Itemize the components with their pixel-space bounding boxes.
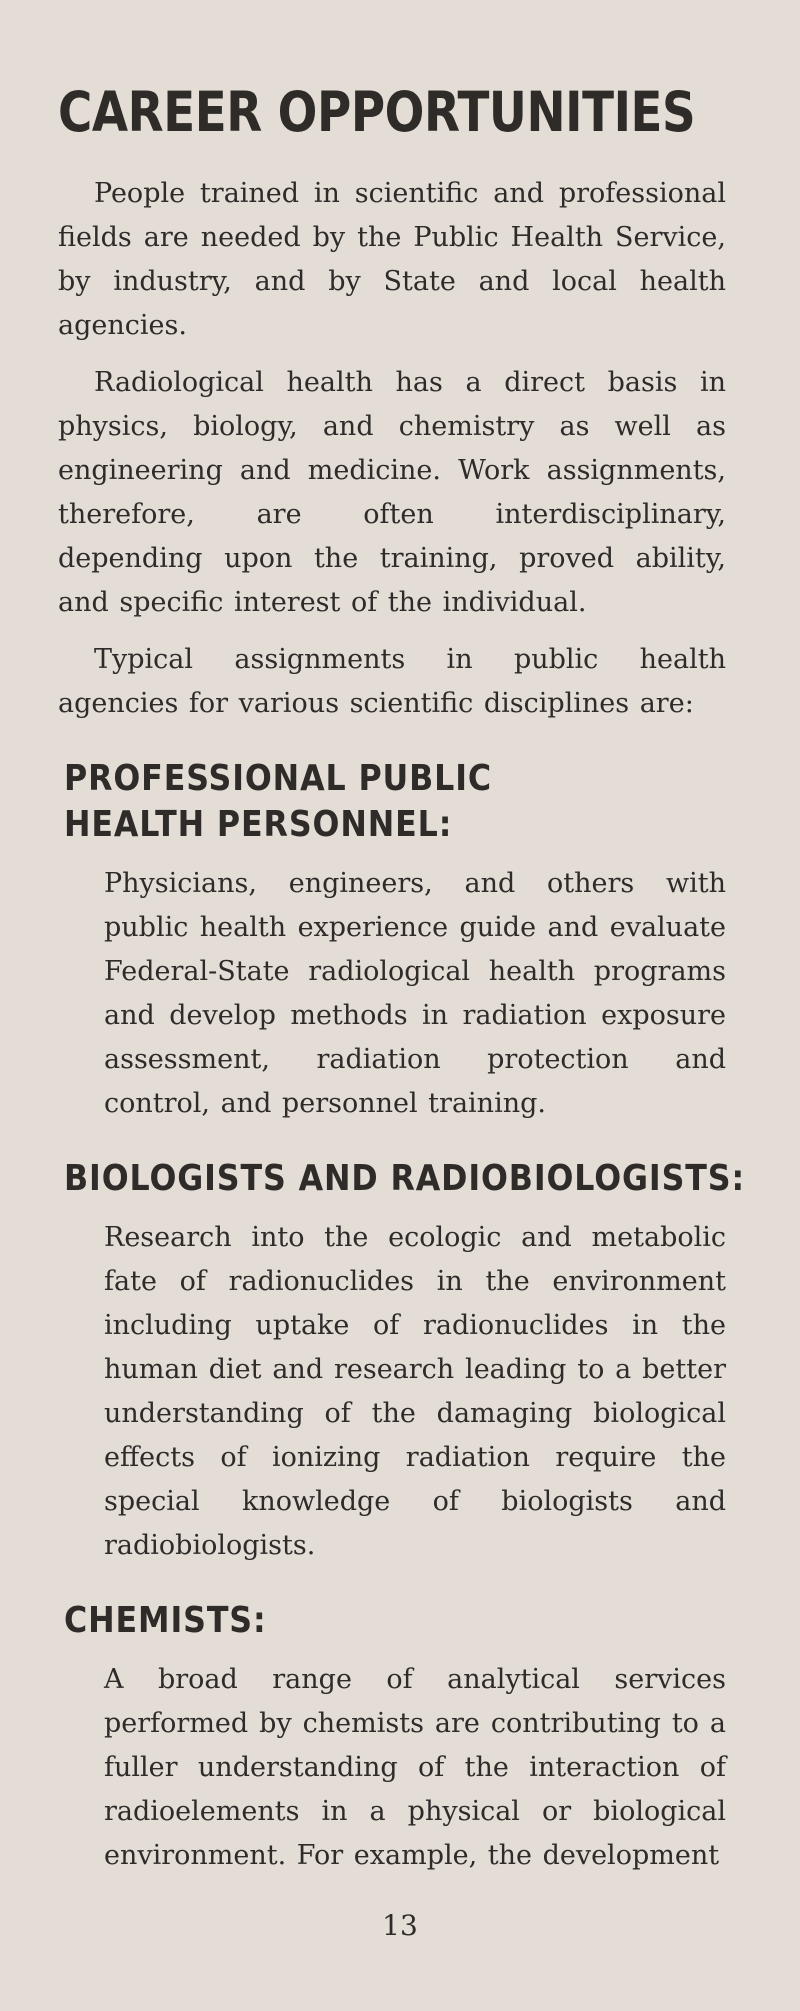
section-professional-public-health — [58, 756, 726, 1126]
section-heading-line-1: PROFESSIONAL PUBLIC — [64, 758, 493, 799]
intro-text — [58, 172, 726, 726]
section-biologists — [58, 1156, 746, 1568]
intro-paragraph-3: Typical assignments in public health agencies for various scientific disciplines are: — [58, 644, 726, 719]
section-body-text: A broad range of analytical services performed by chemists are contributing to a fuller understanding of the interaction of radioelements in a physical or biological environment. For example, the development — [104, 1664, 726, 1871]
section-heading — [64, 756, 647, 848]
page-number: 13 — [382, 1909, 418, 1942]
section-heading: CHEMISTS: — [64, 1600, 267, 1641]
section-chemists — [58, 1598, 726, 1878]
page-title: CAREER OPPORTUNITIES — [58, 80, 696, 144]
section-body-text: Research into the ecologic and metabolic fate of radionuclides in the environment including uptake of radionuclides in the human diet and research leading to a better understanding of the damaging biological effects of ionizing radiation require the special knowledge of biologists and radiobiologists. — [104, 1222, 726, 1561]
intro-paragraph-2: Radiological health has a direct basis in physics, biology, and chemistry as well as engineering and medicine. Work assignments, therefore, are often interdisciplinary, depending upon the training, proved ability, and specific interest of the individual. — [58, 367, 726, 618]
section-heading: BIOLOGISTS AND RADIOBIOLOGISTS: — [64, 1158, 746, 1199]
intro-paragraph-1: People trained in scientific and professional fields are needed by the Public Health Service, by industry, and by State and local health agencies. — [58, 178, 726, 341]
section-heading-line-2: HEALTH PERSONNEL: — [64, 804, 453, 845]
section-body-text: Physicians, engineers, and others with public health experience guide and evaluate Federal-State radiological health programs and develop methods in radiation exposure assessment, radiation protection and control, and personnel training. — [104, 868, 726, 1119]
